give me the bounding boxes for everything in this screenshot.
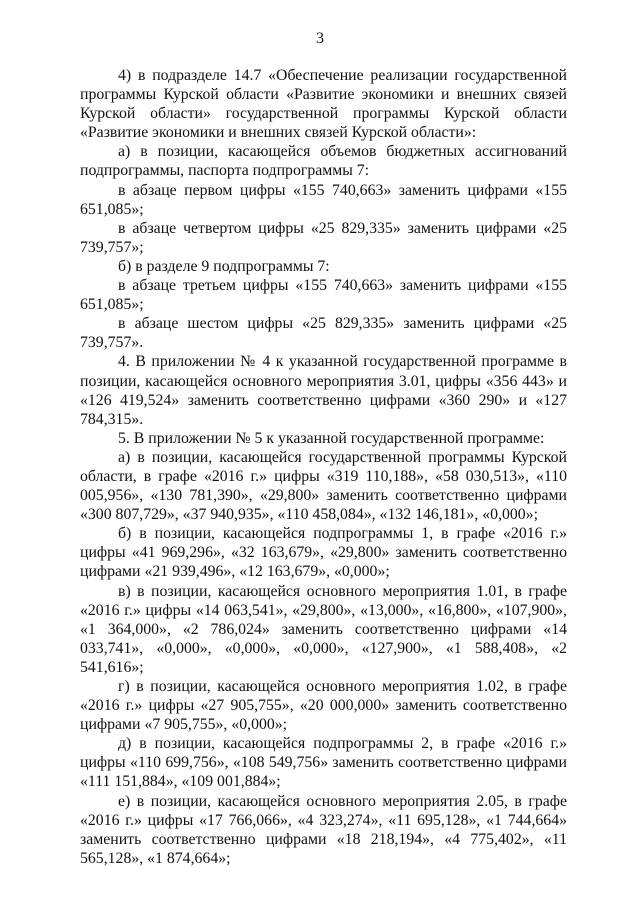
paragraph-annex-5-item-g: г) в позиции, касающейся основного мероприятия 1.02, в графе «2016 г.» цифры «27 905,755», «20 000,000» заменить соответственно цифрами «7 905,755», «0,000»; [80,678,567,734]
paragraph-annex-5-item-b: б) в позиции, касающейся подпрограммы 1, в графе «2016 г.» цифры «41 969,296», «32 163,679», «29,800» заменить соответственно цифрами «21 939,496», «12 163,679», «0,000»; [80,525,567,581]
paragraph-subsection-14-7: 4) в подразделе 14.7 «Обеспечение реализации государственной программы Курской области «Развитие экономики и внешних связей Курской области» государственной программы Курской области «Развитие экономики и внешних связей Курской области»: [80,67,567,142]
paragraph-annex-5-item-e: е) в позиции, касающейся основного мероприятия 2.05, в графе «2016 г.» цифры «17 766,066», «4 323,274», «11 695,128», «1 744,664» заменить соответственно цифрами «18 218,194», «4 775,402», «11 565,128», «1 874,664»; [80,792,567,867]
paragraph-fourth-abzac: в абзаце четвертом цифры «25 829,335» заменить цифрами «25 739,757»; [80,219,567,256]
paragraph-third-abzac: в абзаце третьем цифры «155 740,663» заменить цифрами «155 651,085»; [80,277,567,314]
paragraph-item-a-budget-allocations: а) в позиции, касающейся объемов бюджетных ассигнований подпрограммы, паспорта подпрограммы 7: [80,143,567,180]
paragraph-item-b-section-9: б) в разделе 9 подпрограммы 7: [118,257,330,275]
paragraph-annex-5-item-a: а) в позиции, касающейся государственной программы Курской области, в графе «2016 г.» цифры «319 110,188», «58 030,513», «110 005,956», «130 781,390», «29,800» заменить соответственно цифрами «300 807,729», «37 940,935», «110 458,084», «132 146,181», «0,000»; [80,448,567,524]
paragraph-annex-5: 5. В приложении № 5 к указанной государственной программе: [118,429,545,447]
document-body [80,66,567,868]
paragraph-annex-4: 4. В приложении № 4 к указанной государственной программе в позиции, касающейся основного мероприятия 3.01, цифры «356 443» и «126 419,524» заменить соответственно цифрами «360 290» и «127 784,315». [80,353,567,428]
paragraph-annex-5-item-d: д) в позиции, касающейся подпрограммы 2, в графе «2016 г.» цифры «110 699,756», «108 549,756» заменить соответственно цифрами «111 151,884», «109 001,884»; [80,735,567,791]
paragraph-first-abzac: в абзаце первом цифры «155 740,663» заменить цифрами «155 651,085»; [80,181,567,218]
paragraph-annex-5-item-v: в) в позиции, касающейся основного мероприятия 1.01, в графе «2016 г.» цифры «14 063,541», «29,800», «13,000», «16,800», «107,900», «1 364,000», «2 786,024» заменить соответственно цифрами «14 033,741», «0,000», «0,000», «0,000», «127,900», «1 588,408», «2 541,616»; [80,582,567,676]
paragraph-sixth-abzac: в абзаце шестом цифры «25 829,335» заменить цифрами «25 739,757». [80,315,567,352]
page-number: 3 [316,30,324,47]
